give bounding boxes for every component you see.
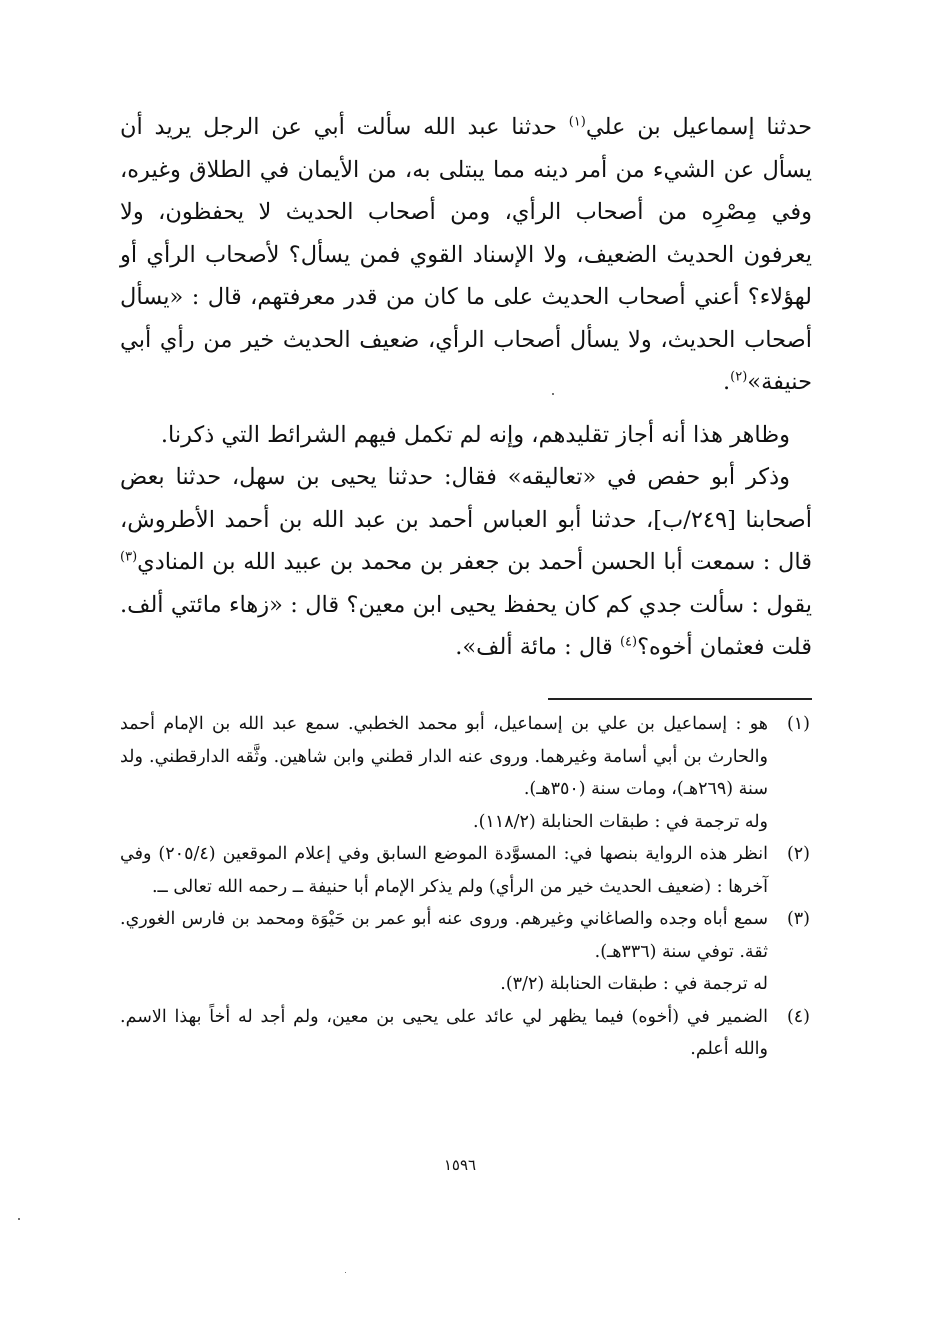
- footnote-divider: [548, 698, 812, 700]
- footnote-line: الضمير في (أخوه) فيما يظهر لي عائد على يحيى بن معين، ولم أجد له أخاً بهذا الاسم. والله أعلم.: [120, 1006, 768, 1059]
- paragraph-text: حدثنا إسماعيل بن علي: [585, 114, 813, 140]
- footnote-ref-4[interactable]: (٤): [619, 634, 638, 650]
- main-text: [120, 106, 812, 669]
- footnote-2: [120, 838, 810, 903]
- scan-speck: [552, 393, 554, 395]
- paragraph-text: حدثنا عبد الله سألت أبي عن الرجل يريد أن يسأل عن الشيء من أمر دينه مما يبتلى به، من الأيمان في الطلاق وغيره، وفي مِصْرِه من أصحاب الرأي، ومن أصحاب الحديث لا يحفظون، ولا يعرفون الحديث الضعيف، ولا الإسناد القوي فمن يسأل؟ لأصحاب الرأي أو لهؤلاء؟ أعني أصحاب الحديث على ما كان من قدر معرفتهم، قال : «يسأل أصحاب الحديث، ولا يسأل أصحاب الرأي، ضعيف الحديث خير من رأي أبي حنيفة»: [120, 114, 812, 395]
- paragraph-1: [120, 106, 812, 404]
- page-number: ١٥٩٦: [443, 1156, 477, 1174]
- footnote-line: سمع أباه وجده والصاغاني وغيرهم. وروى عنه أبو عمر بن حَيْوَة ومحمد بن فارس الغوري. ثقة. توفي سنة (٣٣٦هـ).: [120, 909, 768, 962]
- footnote-line: هو : إسماعيل بن علي بن إسماعيل، أبو محمد الخطبي. سمع عبد الله بن الإمام أحمد والحارث بن أبي أسامة وغيرهما. وروى عنه الدار قطني وابن شاهين. وثَّقه الدارقطني. ولد سنة (٢٦٩هـ)، ومات سنة (٣٥٠هـ).: [120, 714, 768, 799]
- scan-speck: [18, 1218, 20, 1220]
- footnote-3: [120, 903, 810, 1001]
- footnote-number: (٢): [786, 844, 810, 864]
- footnote-text: [120, 838, 768, 903]
- footnote-line: انظر هذه الرواية بنصها في: المسوَّدة الموضع السابق وفي إعلام الموقعين (٢٠٥/٤) وفي آخرها : (ضعيف الحديث خير من الرأي) ولم يذكر الإمام أبا حنيفة ــ رحمه الله تعالى ــ.: [120, 844, 768, 897]
- paragraph-text: يقول : سألت جدي كم كان يحفظ يحيى ابن معين؟ قال : «زهاء مائتي ألف. قلت فعثمان أخوه؟: [120, 591, 812, 660]
- footnote-line: له ترجمة في : طبقات الحنابلة (٣/٢).: [500, 974, 768, 994]
- footnote-number: (٣): [786, 909, 810, 929]
- paragraph-text: .: [723, 369, 731, 395]
- footnote-text: [120, 708, 768, 838]
- footnote-ref-1[interactable]: (١): [568, 114, 586, 130]
- paragraph-text: وظاهر هذا أنه أجاز تقليدهم، وإنه لم تكمل فيهم الشرائط التي ذكرنا.: [160, 421, 790, 448]
- footnote-1: [120, 708, 810, 838]
- footnote-number: (١): [786, 714, 810, 734]
- footnote-line: وله ترجمة في : طبقات الحنابلة (١١٨/٢).: [473, 811, 768, 832]
- paragraph-text: قال : مائة ألف».: [455, 634, 620, 660]
- footnote-4: [120, 1001, 810, 1066]
- footnote-text: [120, 1001, 768, 1066]
- footnotes: [120, 708, 810, 1066]
- footnote-ref-2[interactable]: (٢): [730, 369, 748, 385]
- footnote-ref-3[interactable]: (٣): [120, 549, 138, 565]
- footnote-number: (٤): [786, 1006, 810, 1027]
- paragraph-2: [120, 414, 812, 457]
- paragraph-3: [120, 456, 812, 669]
- scan-speck: [345, 1272, 346, 1273]
- footnote-text: [120, 903, 768, 1001]
- paragraph-text: وذكر أبو حفص في «تعاليقه» فقال: حدثنا يحيى بن سهل، حدثنا بعض أصحابنا [٢٤٩/ب]، حدثنا أبو العباس أحمد بن عبد الله بن أحمد الأطروش، قال : سمعت أبا الحسن أحمد بن جعفر بن محمد بن عبيد الله بن المنادي: [120, 464, 812, 575]
